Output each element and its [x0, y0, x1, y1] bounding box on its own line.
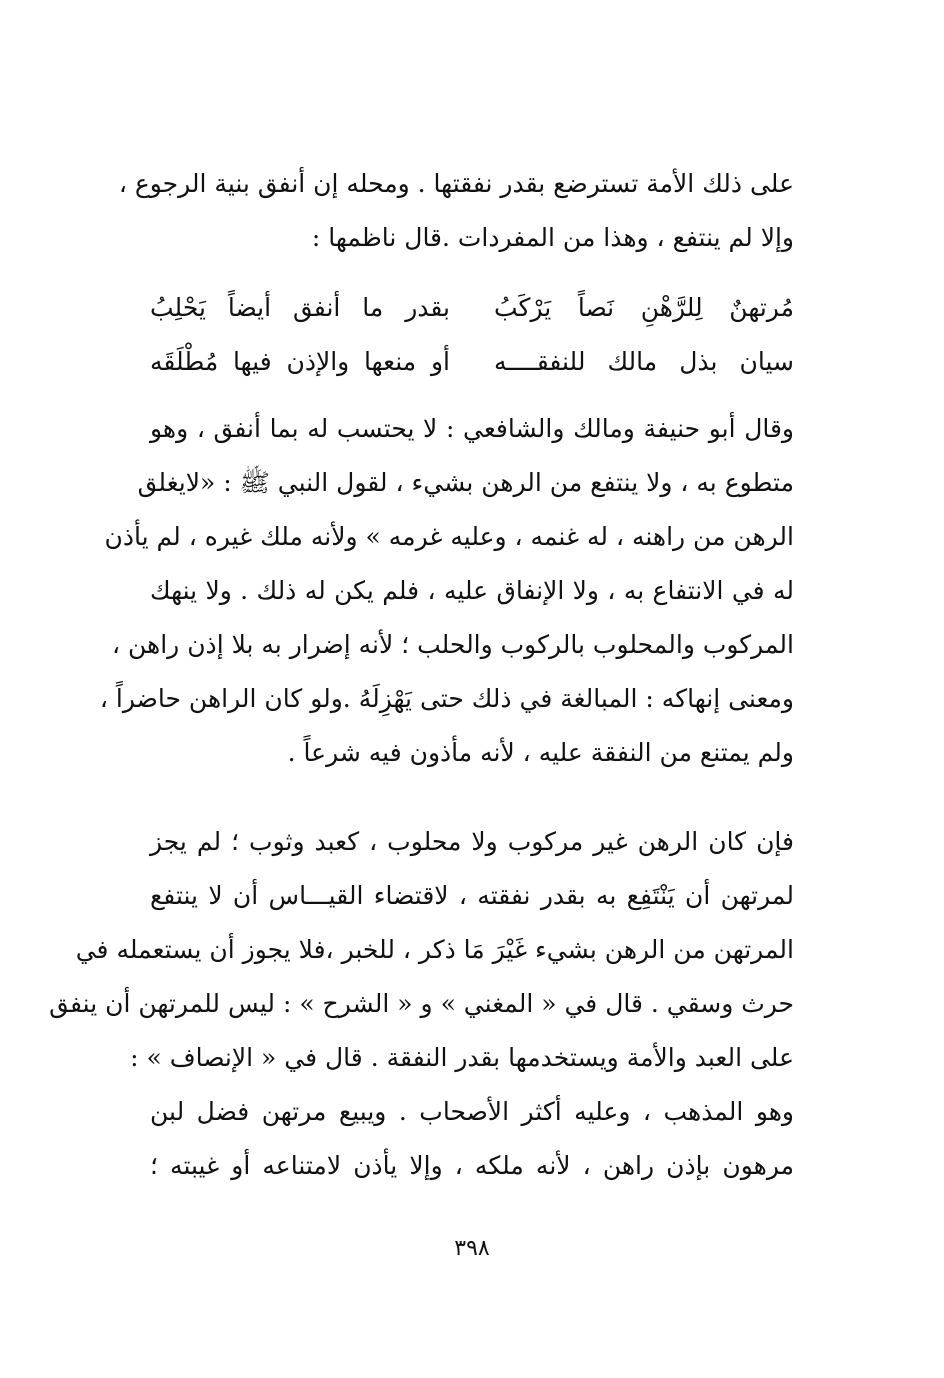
text-line: على العبد والأمة ويستخدمها بقدر النفقة . قال في « الإنصاف » :: [130, 1043, 794, 1072]
poem-verses: [150, 281, 794, 389]
text-line: ومعنى إنهاكه : المبالغة في ذلك حتى يَهْزِلَهُ .ولو كان الراهن حاضراً ،: [99, 684, 794, 713]
text-line: وقال أبو حنيفة ومالك والشافعي : لا يحتسب له بما أنفق ، وهو: [150, 414, 794, 443]
text-line: فإن كان الرهن غير مركوب ولا محلوب ، كعبد وثوب ؛ لم يجز: [150, 827, 794, 856]
text-line: متطوع به ، ولا ينتفع من الرهن بشيء ، لقول النبي ﷺ : «لايغلق: [137, 468, 794, 497]
text-line: على ذلك الأمة تسترضع بقدر نفقتها . ومحله إن أنفق بنية الرجوع ،: [118, 169, 794, 198]
paragraph-2: [99, 402, 794, 780]
text-line: له في الانتفاع به ، ولا الإنفاق عليه ، فلم يكن له ذلك . ولا ينهك: [150, 576, 794, 605]
paragraph-1: [118, 157, 794, 265]
text-line: ولم يمتنع من النفقة عليه ، لأنه مأذون فيه شرعاً .: [287, 738, 794, 767]
text-line: وهو المذهب ، وعليه أكثر الأصحاب . ويبيع مرتهن فضل لبن: [150, 1097, 794, 1126]
verse-hemistich-left: بقدر ما أنفق أيضاً يَحْلِبُ: [150, 293, 450, 322]
page-number: ٣٩٨: [454, 1236, 490, 1261]
text-line: لمرتهن أن يَنْتَفِع به بقدر نفقته ، لاقتضاء القيـــاس أن لا ينتفع: [150, 881, 794, 910]
verse-line: [150, 335, 794, 389]
text-line: المرتهن من الرهن بشيء غَيْرَ مَا ذكر ، للخبر ،فلا يجوز أن يستعمله في: [75, 935, 794, 964]
verse-hemistich-left: أو منعها والإذن فيها مُطْلَقَه: [150, 347, 450, 376]
text-line: الرهن من راهنه ، له غنمه ، وعليه غرمه » ولأنه ملك غيره ، لم يأذن: [104, 522, 794, 551]
verse-hemistich-right: سيان بذل مالك للنفقــــه: [494, 347, 794, 376]
text-line: وإلا لم ينتفع ، وهذا من المفردات .قال ناظمها :: [311, 223, 794, 252]
text-line: المركوب والمحلوب بالركوب والحلب ؛ لأنه إضرار به بلا إذن راهن ،: [112, 630, 794, 659]
text-line: مرهون بإذن راهن ، لأنه ملكه ، وإلا يأذن لامتناعه أو غيبته ؛: [150, 1151, 794, 1180]
verse-hemistich-right: مُرتهنٌ لِلرَّهْنِ نَصاً يَرْكَبُ: [494, 293, 794, 322]
text-line: حرث وسقي . قال في « المغني » و « الشرح » : ليس للمرتهن أن ينفق: [49, 989, 794, 1018]
paragraph-3: [49, 815, 794, 1193]
verse-line: [150, 281, 794, 335]
